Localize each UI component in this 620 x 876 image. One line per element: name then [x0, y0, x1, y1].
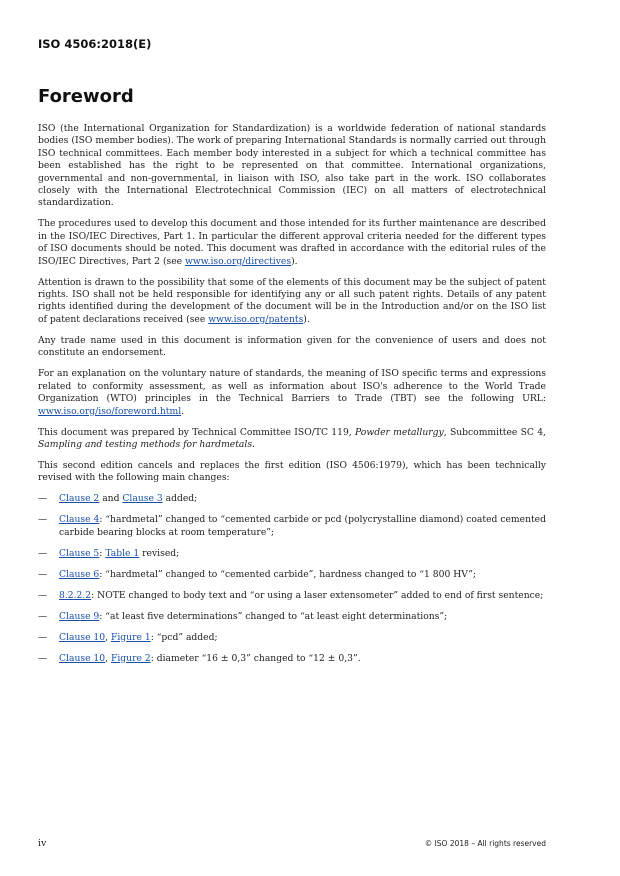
list-dash: —	[38, 547, 48, 559]
list-dash: —	[38, 610, 48, 622]
list-item-text	[59, 632, 546, 644]
list-dash: —	[38, 631, 48, 643]
page-number: iv	[38, 838, 47, 849]
paragraph-text: , Subcommittee SC 4,	[443, 426, 546, 438]
list-item-text	[59, 653, 546, 665]
directives-link[interactable]: www.iso.org/directives	[185, 255, 292, 267]
subclause-8-2-2-2-link[interactable]: 8.2.2.2	[59, 589, 92, 601]
list-text: added;	[162, 493, 198, 505]
figure-2-link[interactable]: Figure 2	[110, 652, 151, 664]
list-dash: —	[38, 493, 48, 505]
clause-3-link[interactable]: Clause 3	[122, 493, 163, 505]
table-1-link[interactable]: Table 1	[105, 547, 140, 559]
paragraph-text: The procedures used to develop this document and those intended for its further maintenance are described in the ISO/IEC Directives, Part 1. In particular the different approval criteria needed for the different types of ISO documents should be noted. This document was drafted in accordance with the editorial rules of the ISO/IEC Directives, Part 2 (see	[38, 218, 546, 267]
list-text: revised;	[139, 547, 180, 559]
list-item	[38, 632, 546, 644]
list-item	[38, 548, 546, 560]
list-item	[38, 514, 546, 539]
document-id: ISO 4506:2018(E)	[38, 37, 152, 51]
list-item-text	[59, 569, 546, 581]
list-text: ,	[105, 631, 111, 643]
list-item	[38, 590, 546, 602]
list-dash: —	[38, 568, 48, 580]
paragraph-second-edition	[38, 460, 546, 485]
paragraph-text: .	[252, 438, 255, 450]
list-text: ,	[105, 652, 111, 664]
paragraph-text: ).	[303, 313, 310, 325]
list-item	[38, 611, 546, 623]
page-title: Foreword	[38, 86, 134, 107]
list-dash: —	[38, 589, 48, 601]
paragraph-text: This second edition cancels and replaces the first edition (ISO 4506:1979), which has been technically revised with the following main changes:	[38, 459, 546, 484]
list-item-text	[59, 590, 546, 602]
list-text: : “at least five determinations” changed to “at least eight determinations”;	[99, 610, 448, 622]
paragraph-patents	[38, 277, 546, 327]
clause-5-link[interactable]: Clause 5	[59, 547, 100, 559]
clause-9-link[interactable]: Clause 9	[59, 610, 100, 622]
list-text: : “pcd” added;	[150, 631, 218, 643]
list-item	[38, 569, 546, 581]
paragraph-text: ISO (the International Organization for Standardization) is a worldwide federation of national standards bodies (ISO member bodies). The work of preparing International Standards is normally carried out through ISO technical committees. Each member body interested in a subject for which a technical committee has been established has the right to be represented on that committee. International organizations, governmental and non-governmental, in liaison with ISO, also take part in the work. ISO collaborates closely with the International Electrotechnical Commission (IEC) on all matters of electrotechnical standardization.	[38, 123, 546, 209]
list-text: : diameter “16 ± 0,3” changed to “12 ± 0,3”.	[150, 652, 361, 664]
list-text: : “hardmetal” changed to “cemented carbide”, hardness changed to “1 800 HV”;	[99, 568, 477, 580]
list-text: :	[99, 547, 106, 559]
list-item-text	[59, 548, 546, 560]
list-text: : NOTE changed to body text and “or using a laser extensometer” added to end of first sentence;	[91, 589, 544, 601]
paragraph-text: ).	[291, 255, 298, 267]
list-dash: —	[38, 652, 48, 664]
list-item-text	[59, 493, 546, 505]
committee-title: Powder metallurgy	[354, 426, 444, 438]
paragraph-committee	[38, 427, 546, 452]
clause-10-link[interactable]: Clause 10	[59, 652, 106, 664]
list-item-text	[59, 611, 546, 623]
clause-4-link[interactable]: Clause 4	[59, 514, 100, 526]
subcommittee-title: Sampling and testing methods for hardmetals	[38, 438, 253, 450]
figure-1-link[interactable]: Figure 1	[110, 631, 151, 643]
paragraph-voluntary-nature	[38, 368, 546, 418]
paragraph-text: This document was prepared by Technical Committee ISO/TC 119,	[38, 426, 355, 438]
list-item-text	[59, 514, 546, 539]
list-text: : “hardmetal” changed to “cemented carbide or pcd (polycrystalline diamond) coated cemented carbide bearing blocks at room temperature”;	[59, 514, 546, 538]
changes-list	[38, 493, 546, 665]
clause-6-link[interactable]: Clause 6	[59, 568, 100, 580]
paragraph-text: .	[181, 405, 185, 417]
list-text: and	[99, 493, 123, 505]
copyright-notice: © ISO 2018 – All rights reserved	[424, 839, 546, 848]
clause-10-link[interactable]: Clause 10	[59, 631, 106, 643]
paragraph-text: Any trade name used in this document is information given for the convenience of users and does not constitute an endorsement.	[38, 334, 546, 359]
patents-link[interactable]: www.iso.org/patents	[208, 313, 304, 325]
clause-2-link[interactable]: Clause 2	[59, 493, 100, 505]
foreword-body	[38, 123, 546, 674]
foreword-url-link[interactable]: www.iso.org/iso/foreword.html	[38, 405, 182, 417]
paragraph-text: For an explanation on the voluntary nature of standards, the meaning of ISO specific terms and expressions related to conformity assessment, as well as information about ISO's adherence to the World Trade Organization (WTO) principles in the Technical Barriers to Trade (TBT) see the following URL:	[38, 368, 546, 405]
paragraph-trade-name	[38, 335, 546, 360]
list-dash: —	[38, 514, 48, 526]
list-item	[38, 653, 546, 665]
paragraph-text: Attention is drawn to the possibility that some of the elements of this document may be the subject of patent rights. ISO shall not be held responsible for identifying any or all such patent rights. Details of any patent rights identified during the development of the document will be in the Introduction and/or on the ISO list of patent declarations received (see	[38, 276, 546, 325]
list-item	[38, 493, 546, 505]
paragraph-iso-intro	[38, 123, 546, 210]
paragraph-procedures	[38, 218, 546, 268]
